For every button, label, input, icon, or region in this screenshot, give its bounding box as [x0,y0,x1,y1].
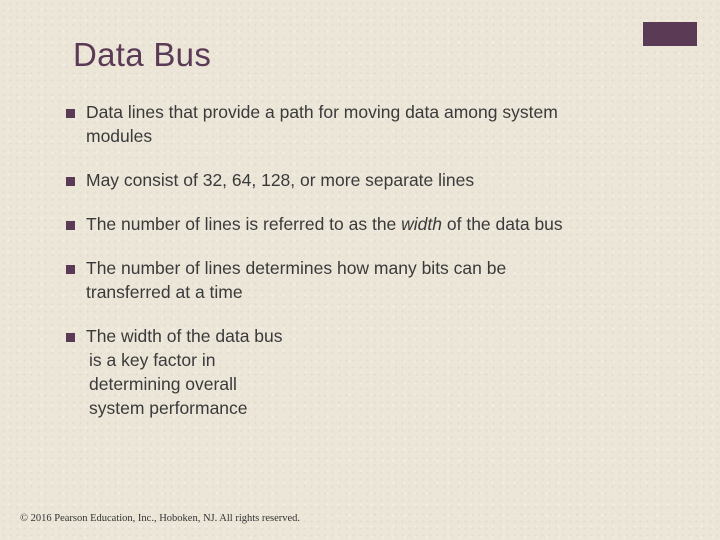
bullet-line: Data lines that provide a path for moving data among system [86,102,558,122]
bullet-line: The width of the data bus [86,326,283,346]
slide-title: Data Bus [73,36,212,73]
bullet-line: modules [86,126,153,146]
bullet-text [86,168,646,192]
emphasis-width: width [401,214,443,234]
copyright-footer: © 2016 Pearson Education, Inc., Hoboken, NJ. All rights reserved. [20,513,301,524]
bullet-text [86,100,646,148]
bullet-text [86,324,646,420]
bullet-line: transferred at a time [86,282,243,302]
square-bullet-icon [66,109,75,118]
bullet-line: is a key factor in [89,350,216,370]
bullet-text-before: The number of lines is referred to as the [86,214,402,234]
bullet-line: May consist of 32, 64, 128, or more separate lines [86,170,475,190]
bullet-item [66,100,646,148]
bullet-text [86,256,646,304]
bullet-text-after: of the data bus [442,214,563,234]
bullet-line: The number of lines determines how many bits can be [86,258,507,278]
bullet-text [86,212,646,236]
bullet-item [66,212,646,236]
corner-accent-box [643,22,697,46]
bullet-line: system performance [89,398,248,418]
square-bullet-icon [66,333,75,342]
square-bullet-icon [66,177,75,186]
bullet-item [66,168,646,192]
bullet-item [66,324,646,420]
bullet-line: determining overall [89,374,237,394]
square-bullet-icon [66,221,75,230]
bullet-item [66,256,646,304]
square-bullet-icon [66,265,75,274]
bullet-line [86,212,646,236]
